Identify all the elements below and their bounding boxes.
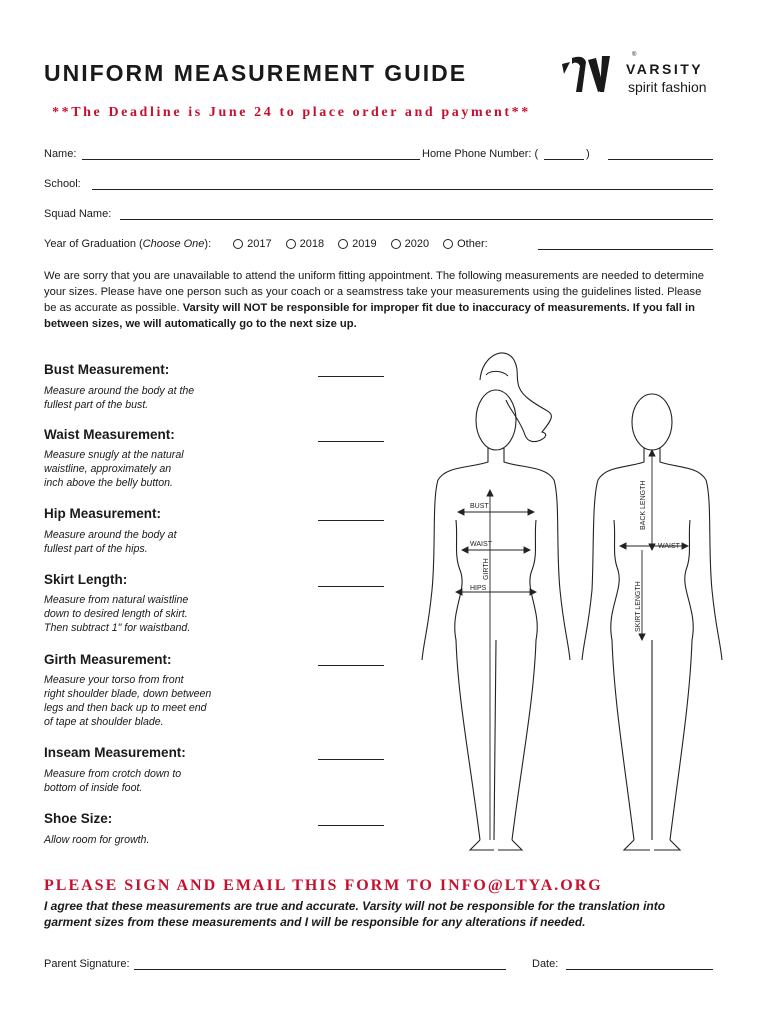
waist-desc: Measure snugly at the natural waistline, approximately an inch above the belly button. — [44, 449, 184, 489]
squad-label: Squad Name: — [44, 208, 112, 220]
skirt-field[interactable] — [318, 586, 384, 587]
deadline-notice: **The Deadline is June 24 to place order and payment** — [52, 105, 531, 120]
hip-title: Hip Measurement: — [44, 506, 162, 521]
phone-number-field[interactable] — [608, 159, 713, 160]
parent-signature-field[interactable] — [134, 969, 506, 970]
radio-icon — [391, 239, 401, 249]
radio-icon — [338, 239, 348, 249]
year-other-field[interactable] — [538, 249, 713, 250]
radio-icon — [286, 239, 296, 249]
hips-label: HIPS — [470, 585, 487, 592]
logo-registered: ® — [632, 52, 637, 58]
year-option-2017[interactable]: 2017 — [233, 238, 271, 250]
bust-title: Bust Measurement: — [44, 362, 170, 377]
shoe-desc: Allow room for growth. — [44, 834, 150, 846]
phone-paren: ) — [586, 148, 590, 160]
shoe-title: Shoe Size: — [44, 811, 113, 826]
parent-signature-label: Parent Signature: — [44, 958, 130, 970]
girth-desc: Measure your torso from front right shoulder blade, down between legs and then back up to meet end of tape at shoulder blade. — [44, 674, 212, 728]
school-field[interactable] — [92, 189, 713, 190]
home-phone-label: Home Phone Number: ( — [422, 148, 539, 160]
waist-field[interactable] — [318, 441, 384, 442]
bust-field[interactable] — [318, 376, 384, 377]
sign-heading: PLEASE SIGN AND EMAIL THIS FORM TO INFO@LTYA.ORG — [44, 877, 603, 894]
inseam-field[interactable] — [318, 759, 384, 760]
girth-field[interactable] — [318, 665, 384, 666]
year-option-2019[interactable]: 2019 — [338, 238, 376, 250]
date-label: Date: — [532, 958, 559, 970]
name-label: Name: — [44, 148, 77, 160]
radio-icon — [233, 239, 243, 249]
back-length-label: BACK LENGTH — [640, 480, 647, 530]
skirt-title: Skirt Length: — [44, 572, 128, 587]
inseam-desc: Measure from crotch down to bottom of inside foot. — [44, 768, 182, 794]
squad-field[interactable] — [120, 219, 713, 220]
year-label: Year of Graduation (Choose One): — [44, 238, 212, 250]
girth-title: Girth Measurement: — [44, 652, 172, 667]
back-waist-label: WAIST — [658, 543, 680, 550]
year-option-2018[interactable]: 2018 — [286, 238, 324, 250]
name-field[interactable] — [82, 159, 420, 160]
front-figure — [422, 353, 570, 850]
date-field[interactable] — [566, 969, 713, 970]
inseam-title: Inseam Measurement: — [44, 745, 186, 760]
bust-desc: Measure around the body at the fullest part of the bust. — [44, 385, 195, 411]
year-of-graduation — [44, 238, 502, 250]
logo-brand: VARSITY — [626, 61, 704, 77]
front-waist-label: WAIST — [470, 541, 492, 548]
shoe-field[interactable] — [318, 825, 384, 826]
body-diagram — [410, 340, 740, 860]
varsity-v-icon — [562, 56, 610, 92]
year-option-other[interactable]: Other: — [443, 238, 488, 250]
skirt-desc: Measure from natural waistline down to desired length of skirt. Then subtract 1" for waistband. — [44, 594, 191, 634]
hip-field[interactable] — [318, 520, 384, 521]
intro-paragraph: We are sorry that you are unavailable to attend the uniform fitting appointment. The following measurements are needed to determine your sizes. Please have one person such as your coach or a seamstress take your measurements using the guidelines listed. Please be as accurate as possible. Varsity will NOT be responsible for improper fit due to inaccuracy of measurements. If you fall in between sizes, we will automatically go to the next size up. — [44, 270, 705, 330]
hip-desc: Measure around the body at fullest part of the hips. — [44, 529, 177, 555]
agreement-text: I agree that these measurements are true and accurate. Varsity will not be responsible for the translation into garment sizes from these measurements and I will be responsible for any alterations if needed. — [44, 899, 666, 929]
waist-title: Waist Measurement: — [44, 427, 175, 442]
logo-tagline: spirit fashion — [628, 79, 707, 95]
school-label: School: — [44, 178, 81, 190]
radio-icon — [443, 239, 453, 249]
skirt-length-label: SKIRT LENGTH — [635, 581, 642, 632]
phone-area-code-field[interactable] — [544, 159, 584, 160]
girth-label: GIRTH — [483, 558, 490, 580]
bust-label: BUST — [470, 503, 489, 510]
year-option-2020[interactable]: 2020 — [391, 238, 429, 250]
page-title: UNIFORM MEASUREMENT GUIDE — [44, 60, 468, 86]
varsity-logo — [560, 50, 730, 100]
